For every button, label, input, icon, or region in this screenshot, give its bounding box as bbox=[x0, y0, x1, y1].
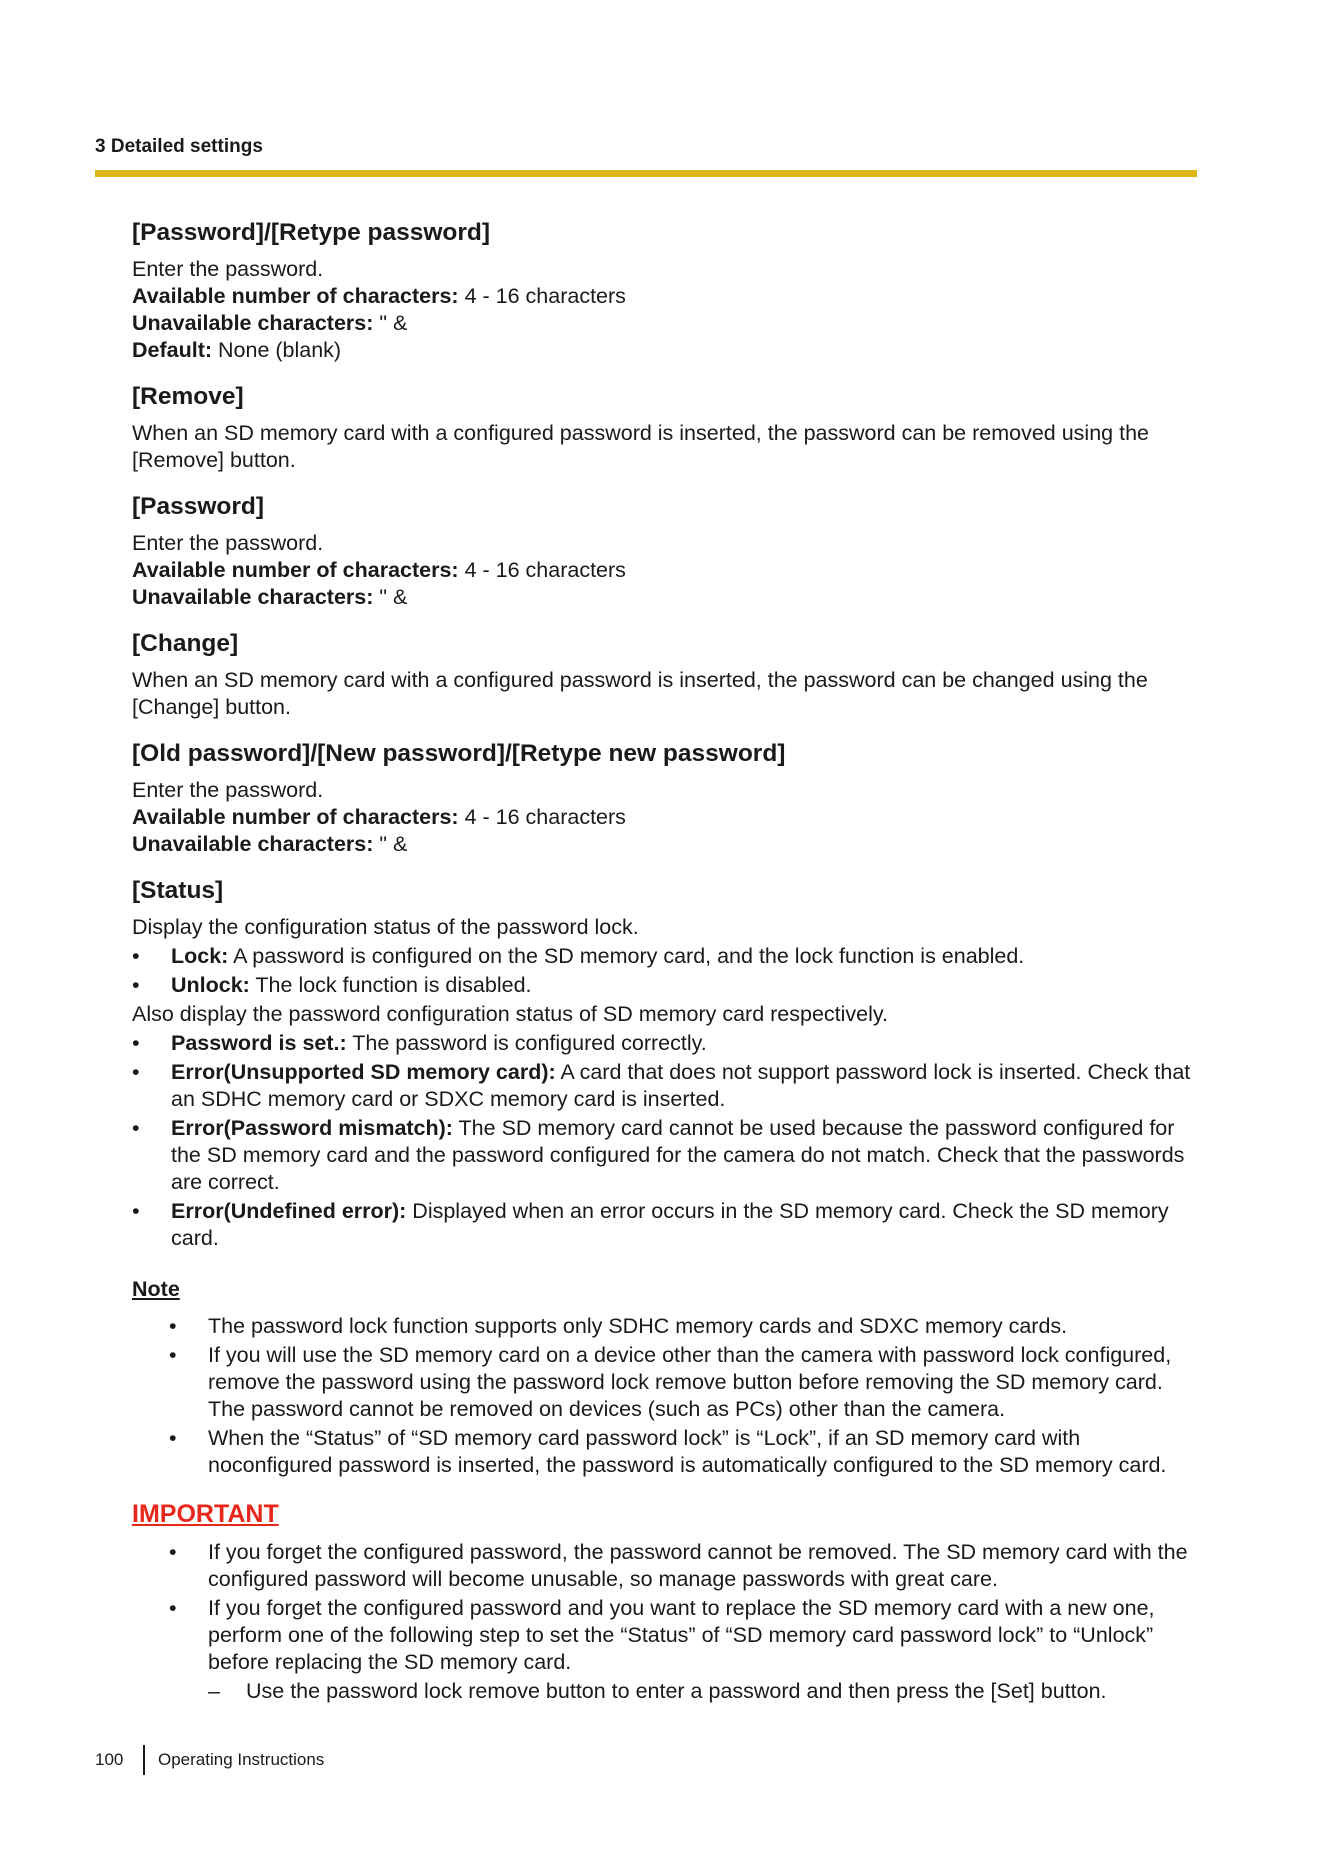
instruction-text: Enter the password. bbox=[132, 531, 324, 555]
bullet-icon: • bbox=[169, 1314, 177, 1338]
list-item bbox=[132, 1425, 1200, 1479]
item-text: A password is configured on the SD memory card, and the lock function is enabled. bbox=[228, 944, 1025, 968]
default-label: Default: bbox=[132, 338, 213, 362]
instruction-text: Enter the password. bbox=[132, 257, 324, 281]
unavailable-chars bbox=[132, 584, 1200, 611]
important-list bbox=[132, 1539, 1200, 1705]
item-text: If you forget the configured password and you want to replace the SD memory card with a new one, perform one of the following step to set the “Status” of “SD memory card password lock” to “Unlock” before replacing the SD memory card. bbox=[208, 1596, 1155, 1674]
chapter-title: 3 Detailed settings bbox=[95, 136, 263, 157]
note-list bbox=[132, 1313, 1200, 1479]
bullet-icon: • bbox=[132, 1031, 140, 1055]
list-item bbox=[132, 1198, 1200, 1252]
list-item bbox=[132, 1030, 1200, 1057]
list-item bbox=[132, 943, 1200, 970]
item-label: Error(Undefined error): bbox=[171, 1199, 407, 1223]
important-heading: IMPORTANT bbox=[132, 1500, 279, 1528]
section-remove bbox=[132, 382, 1200, 474]
status-list-config bbox=[132, 1030, 1200, 1252]
header-rule bbox=[95, 170, 1197, 177]
bullet-icon: • bbox=[132, 1060, 140, 1084]
section-heading: [Status] bbox=[132, 877, 224, 904]
unavailable-chars-label: Unavailable characters: bbox=[132, 832, 374, 856]
unavailable-chars-label: Unavailable characters: bbox=[132, 311, 374, 335]
item-label: Lock: bbox=[171, 944, 229, 968]
section-change bbox=[132, 629, 1200, 721]
available-chars-label: Available number of characters: bbox=[132, 284, 459, 308]
section-password-retype bbox=[132, 218, 1200, 364]
list-item bbox=[132, 1313, 1200, 1340]
item-text: If you will use the SD memory card on a device other than the camera with password lock configured, remove the password using the password lock remove button before removing the SD memory card. The password cannot be removed on devices (such as PCs) other than the camera. bbox=[208, 1343, 1172, 1421]
available-chars-value: 4 - 16 characters bbox=[458, 805, 626, 829]
item-text: The password lock function supports only SDHC memory cards and SDXC memory cards. bbox=[208, 1314, 1068, 1338]
item-text: If you forget the configured password, the password cannot be removed. The SD memory card with the configured password will become unusable, so manage passwords with great care. bbox=[208, 1540, 1188, 1591]
status-intro: Display the configuration status of the password lock. bbox=[132, 915, 639, 939]
section-heading: [Password] bbox=[132, 493, 265, 520]
bullet-icon: • bbox=[169, 1596, 177, 1620]
unavailable-chars-value: " & bbox=[373, 311, 408, 335]
item-text: The password is configured correctly. bbox=[346, 1031, 707, 1055]
list-item bbox=[132, 1059, 1200, 1113]
default-value bbox=[132, 337, 1200, 364]
bullet-icon: • bbox=[169, 1540, 177, 1564]
item-text: The lock function is disabled. bbox=[249, 973, 532, 997]
list-item bbox=[132, 1342, 1200, 1423]
section-heading: [Remove] bbox=[132, 383, 244, 410]
section-old-new-password bbox=[132, 739, 1200, 858]
section-text: When an SD memory card with a configured password is inserted, the password can be changed using the [Change] button. bbox=[132, 668, 1148, 719]
bullet-icon: • bbox=[132, 1199, 140, 1223]
status-list-lock bbox=[132, 943, 1200, 999]
available-chars bbox=[132, 283, 1200, 310]
footer-title: Operating Instructions bbox=[158, 1750, 325, 1769]
page-number: 100 bbox=[95, 1750, 124, 1769]
unavailable-chars-value: " & bbox=[373, 832, 408, 856]
unavailable-chars-value: " & bbox=[373, 585, 408, 609]
item-text: The SD memory card cannot be used because the password configured for the SD memory card and the password configured for the camera do not match. Check that the passwords are correct. bbox=[171, 1116, 1185, 1194]
available-chars bbox=[132, 557, 1200, 584]
item-label: Error(Password mismatch): bbox=[171, 1116, 453, 1140]
unavailable-chars bbox=[132, 310, 1200, 337]
bullet-icon: • bbox=[132, 973, 140, 997]
section-heading: [Password]/[Retype password] bbox=[132, 219, 491, 246]
available-chars-value: 4 - 16 characters bbox=[458, 284, 626, 308]
bullet-icon: • bbox=[132, 1116, 140, 1140]
available-chars-value: 4 - 16 characters bbox=[458, 558, 626, 582]
bullet-icon: • bbox=[169, 1343, 177, 1367]
footer-divider bbox=[143, 1745, 145, 1775]
section-password bbox=[132, 492, 1200, 611]
bullet-icon: • bbox=[169, 1426, 177, 1450]
note-heading: Note bbox=[132, 1277, 180, 1301]
unavailable-chars-label: Unavailable characters: bbox=[132, 585, 374, 609]
dash-icon: – bbox=[208, 1679, 220, 1703]
list-item bbox=[132, 1115, 1200, 1196]
available-chars-label: Available number of characters: bbox=[132, 558, 459, 582]
section-status bbox=[132, 876, 1200, 1252]
list-item bbox=[132, 972, 1200, 999]
section-heading: [Change] bbox=[132, 630, 239, 657]
item-label: Error(Unsupported SD memory card): bbox=[171, 1060, 556, 1084]
bullet-icon: • bbox=[132, 944, 140, 968]
item-text: When the “Status” of “SD memory card password lock” is “Lock”, if an SD memory card with noconfigured password is inserted, the password is automatically configured to the SD memory card. bbox=[208, 1426, 1167, 1477]
available-chars bbox=[132, 804, 1200, 831]
available-chars-label: Available number of characters: bbox=[132, 805, 459, 829]
item-label: Unlock: bbox=[171, 973, 250, 997]
default-text: None (blank) bbox=[212, 338, 342, 362]
status-also: Also display the password configuration status of SD memory card respectively. bbox=[132, 1002, 889, 1026]
item-text: Displayed when an error occurs in the SD memory card. Check the SD memory card. bbox=[171, 1199, 1169, 1250]
list-item bbox=[132, 1595, 1200, 1705]
main-content bbox=[132, 218, 1200, 1725]
section-text: When an SD memory card with a configured password is inserted, the password can be removed using the [Remove] button. bbox=[132, 421, 1149, 472]
section-heading: [Old password]/[New password]/[Retype new password] bbox=[132, 740, 786, 767]
item-text: A card that does not support password lock is inserted. Check that an SDHC memory card or SDXC memory card is inserted. bbox=[171, 1060, 1191, 1111]
instruction-text: Enter the password. bbox=[132, 778, 324, 802]
item-label: Password is set.: bbox=[171, 1031, 347, 1055]
sub-list-item bbox=[208, 1678, 1200, 1705]
item-text: Use the password lock remove button to enter a password and then press the [Set] button. bbox=[246, 1679, 1107, 1703]
list-item bbox=[132, 1539, 1200, 1593]
unavailable-chars bbox=[132, 831, 1200, 858]
